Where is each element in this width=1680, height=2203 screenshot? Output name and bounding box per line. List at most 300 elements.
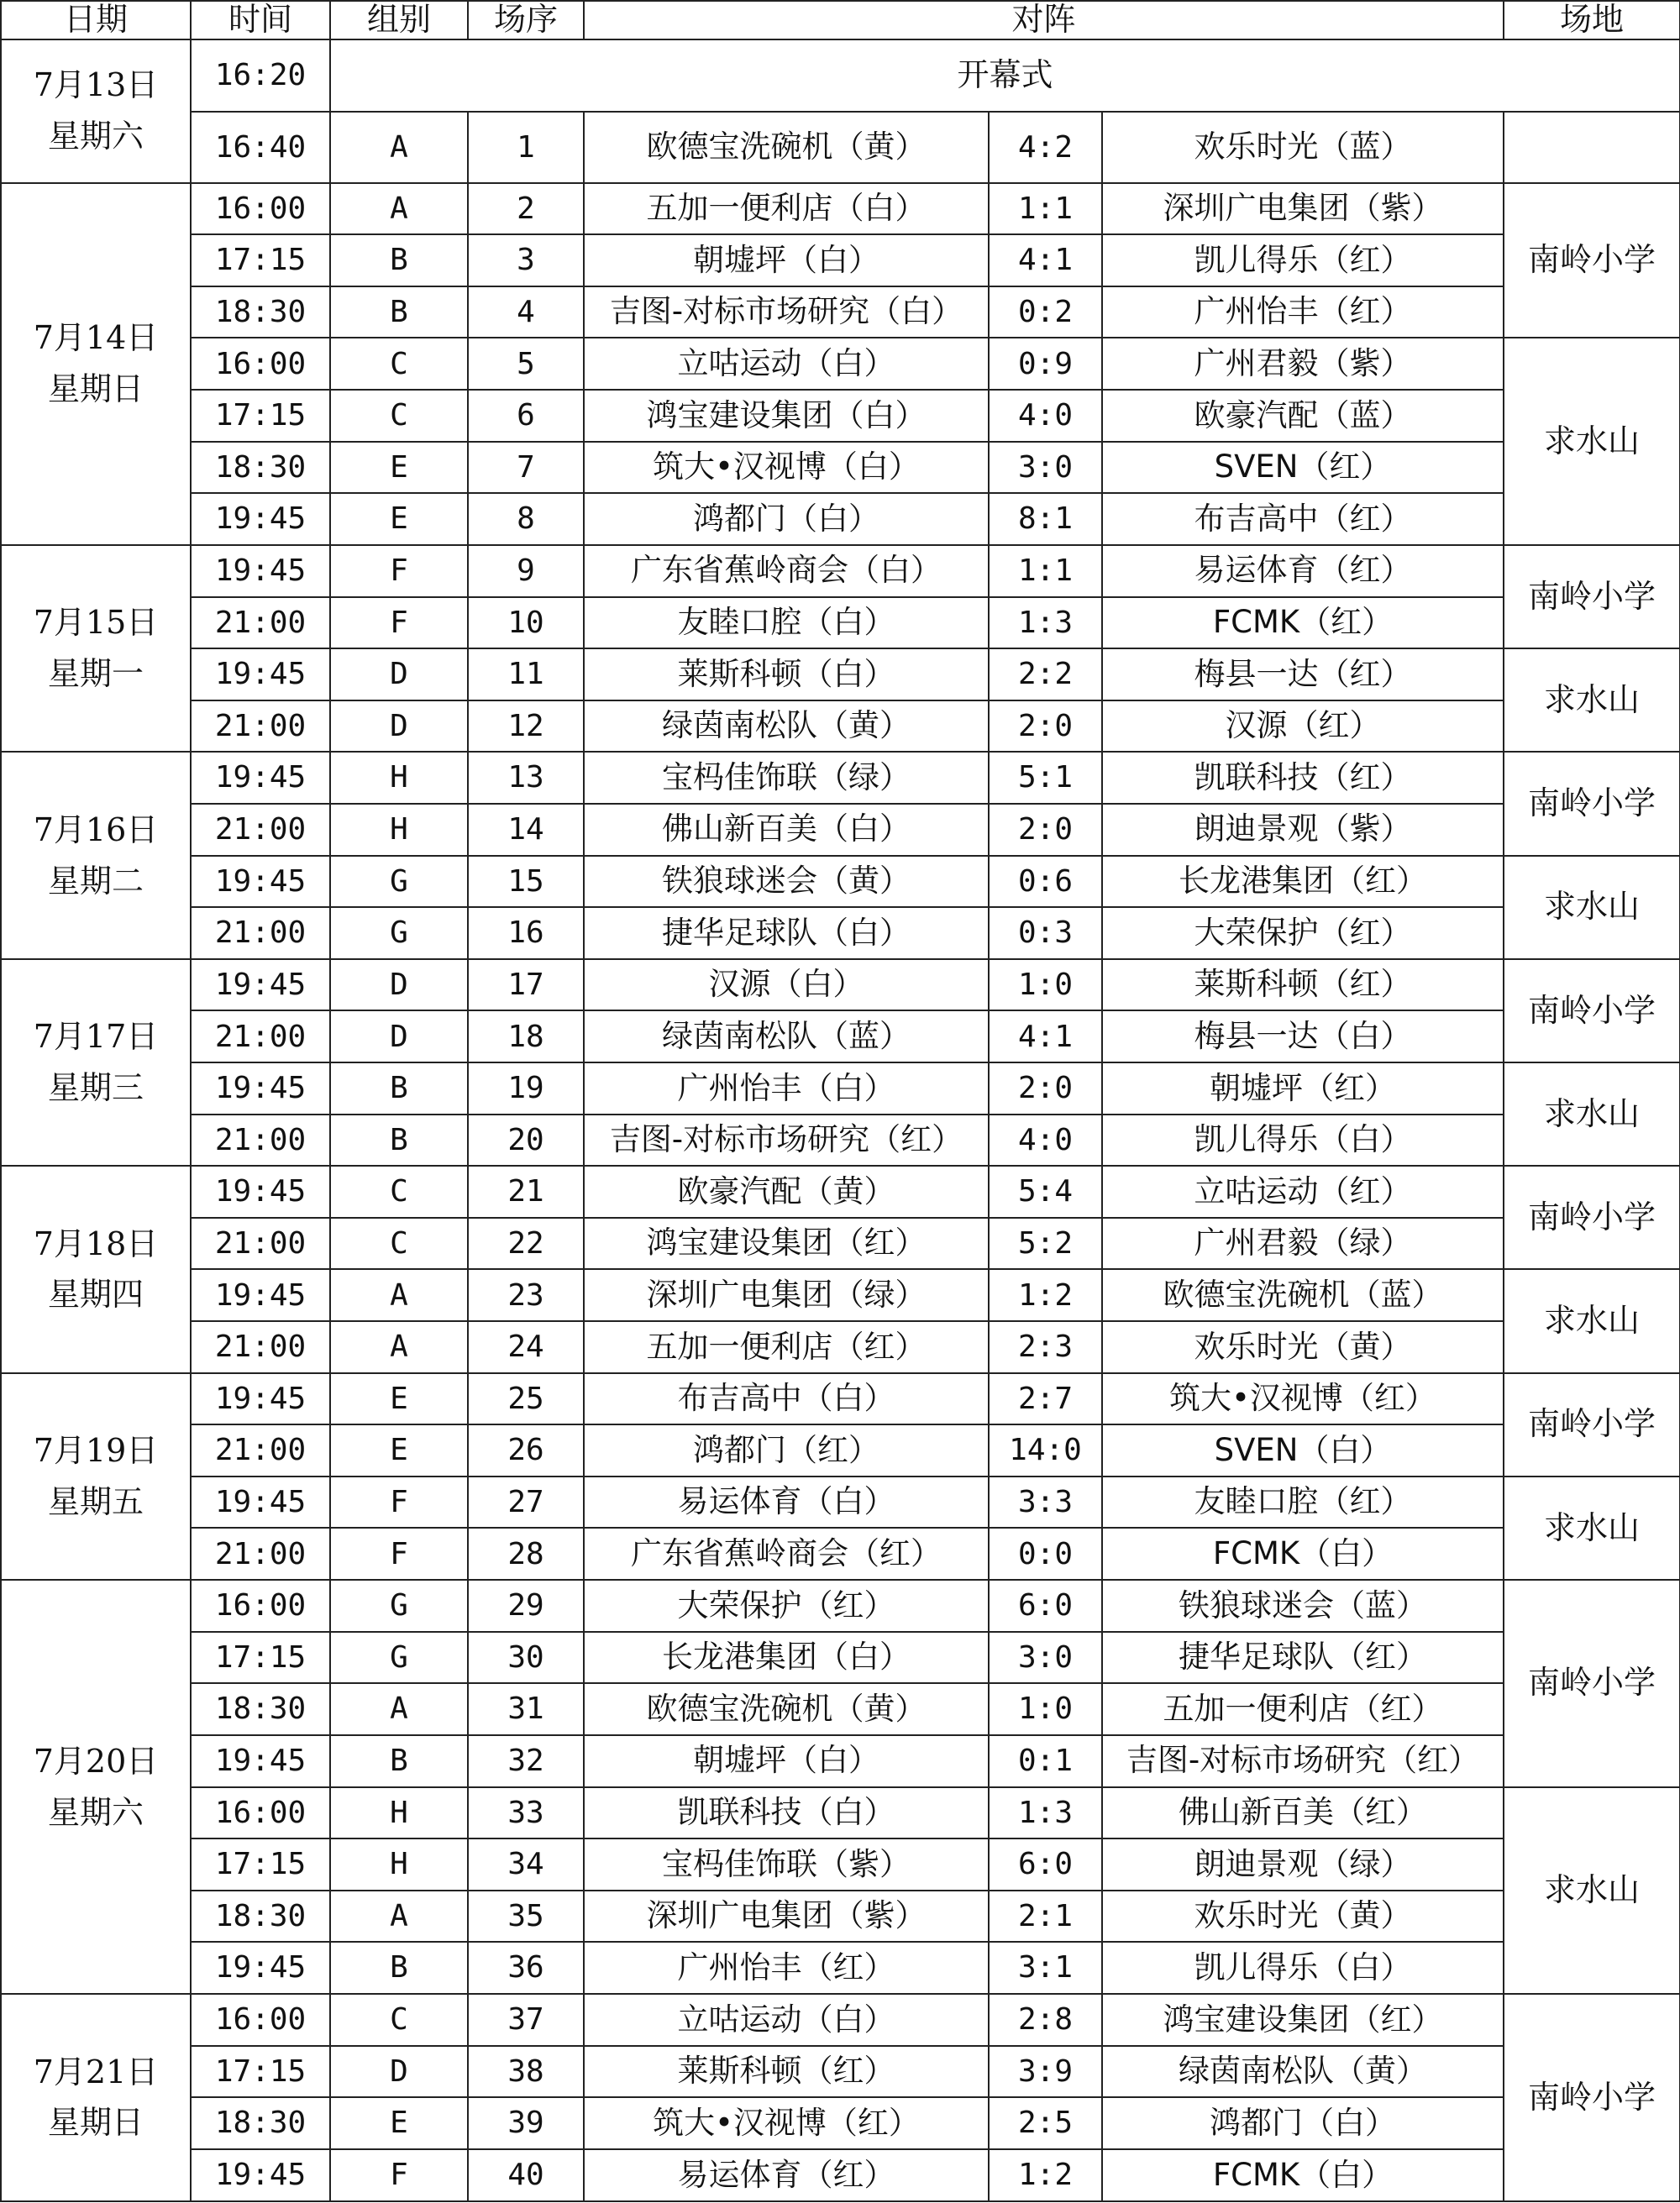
home-team-cell: 莱斯科顿（白） [584, 648, 989, 700]
home-team-cell: 五加一便利店（红） [584, 1321, 989, 1373]
time-cell: 18:30 [191, 1683, 330, 1735]
score-cell: 0:6 [989, 856, 1102, 908]
opening-ceremony-row [1, 39, 1680, 113]
time-cell: 19:45 [191, 752, 330, 804]
home-team-cell: 易运体育（白） [584, 1477, 989, 1529]
time-cell: 16:40 [191, 112, 330, 182]
match-number-cell: 40 [468, 2149, 584, 2201]
weekday-text: 星期一 [47, 655, 144, 693]
match-number-cell: 19 [468, 1062, 584, 1115]
away-team-cell: 欢乐时光（黄） [1102, 1321, 1504, 1373]
score-cell: 8:1 [989, 493, 1102, 545]
home-team-cell: 深圳广电集团（紫） [584, 1891, 989, 1943]
group-cell: E [330, 493, 468, 545]
date-text: 7月18日 [33, 1225, 159, 1262]
home-team-cell: 大荣保护（红） [584, 1580, 989, 1632]
match-number-cell: 37 [468, 1994, 584, 2046]
group-cell: G [330, 1580, 468, 1632]
group-cell: H [330, 1787, 468, 1839]
match-number-cell: 39 [468, 2097, 584, 2149]
away-team-cell: 莱斯科顿（红） [1102, 959, 1504, 1011]
home-team-cell: 五加一便利店（白） [584, 183, 989, 235]
group-cell: D [330, 648, 468, 700]
weekday-text: 星期六 [47, 1793, 144, 1831]
score-cell: 6:0 [989, 1838, 1102, 1891]
table-row [1, 1269, 1680, 1321]
score-cell: 3:9 [989, 2046, 1102, 2098]
time-cell: 19:45 [191, 1062, 330, 1115]
match-number-cell: 16 [468, 907, 584, 959]
home-team-cell: 吉图-对标市场研究（红） [584, 1115, 989, 1167]
score-cell: 1:1 [989, 183, 1102, 235]
away-team-cell: 五加一便利店（红） [1102, 1683, 1504, 1735]
group-cell: H [330, 752, 468, 804]
group-cell: C [330, 338, 468, 390]
opening-ceremony-cell: 开幕式 [330, 39, 1680, 113]
header-fixture: 对阵 [584, 1, 1504, 39]
match-number-cell: 34 [468, 1838, 584, 1891]
header-venue: 场地 [1504, 1, 1680, 39]
away-team-cell: 捷华足球队（红） [1102, 1632, 1504, 1684]
score-cell: 5:4 [989, 1166, 1102, 1218]
away-team-cell: 凯儿得乐（红） [1102, 234, 1504, 286]
weekday-text: 星期六 [47, 118, 144, 155]
away-team-cell: 广州君毅（绿） [1102, 1218, 1504, 1270]
venue-cell: 南岭小学 [1504, 1166, 1680, 1269]
table-row [1, 597, 1680, 649]
score-cell: 4:0 [989, 390, 1102, 442]
score-cell: 0:9 [989, 338, 1102, 390]
home-team-cell: 凯联科技（白） [584, 1787, 989, 1839]
score-cell: 2:0 [989, 1062, 1102, 1115]
header-match-no: 场序 [468, 1, 584, 39]
table-row [1, 856, 1680, 908]
score-cell: 0:0 [989, 1528, 1102, 1580]
group-cell: G [330, 856, 468, 908]
group-cell: F [330, 545, 468, 597]
date-cell [1, 1580, 191, 1994]
match-number-cell: 23 [468, 1269, 584, 1321]
score-cell: 0:3 [989, 907, 1102, 959]
home-team-cell: 宝杩佳饰联（绿） [584, 752, 989, 804]
home-team-cell: 易运体育（红） [584, 2149, 989, 2201]
away-team-cell: SVEN（红） [1102, 442, 1504, 494]
venue-cell: 求水山 [1504, 648, 1680, 752]
group-cell: F [330, 1477, 468, 1529]
venue-cell: 求水山 [1504, 1269, 1680, 1372]
venue-cell: 求水山 [1504, 856, 1680, 959]
match-number-cell: 36 [468, 1942, 584, 1994]
match-number-cell: 18 [468, 1010, 584, 1062]
table-row [1, 700, 1680, 753]
header-row [1, 1, 1680, 39]
score-cell: 1:3 [989, 1787, 1102, 1839]
weekday-text: 星期四 [47, 1276, 144, 1314]
time-cell: 19:45 [191, 648, 330, 700]
home-team-cell: 广州怡丰（白） [584, 1062, 989, 1115]
table-row [1, 442, 1680, 494]
date-text: 7月21日 [33, 2053, 159, 2090]
home-team-cell: 布吉高中（白） [584, 1373, 989, 1425]
date-cell [1, 1166, 191, 1372]
time-cell: 16:00 [191, 183, 330, 235]
date-cell [1, 752, 191, 958]
away-team-cell: 筑大•汉视博（红） [1102, 1373, 1504, 1425]
group-cell: B [330, 234, 468, 286]
home-team-cell: 广东省蕉岭商会（红） [584, 1528, 989, 1580]
score-cell: 1:1 [989, 545, 1102, 597]
date-text: 7月16日 [33, 810, 159, 848]
away-team-cell: 佛山新百美（红） [1102, 1787, 1504, 1839]
match-number-cell: 27 [468, 1477, 584, 1529]
time-cell: 17:15 [191, 390, 330, 442]
time-cell: 21:00 [191, 1115, 330, 1167]
score-cell: 5:2 [989, 1218, 1102, 1270]
time-cell: 16:00 [191, 338, 330, 390]
away-team-cell: 凯儿得乐（白） [1102, 1115, 1504, 1167]
time-cell: 19:45 [191, 856, 330, 908]
venue-cell: 求水山 [1504, 1477, 1680, 1580]
home-team-cell: 广东省蕉岭商会（白） [584, 545, 989, 597]
away-team-cell: 吉图-对标市场研究（红） [1102, 1735, 1504, 1787]
table-row [1, 1580, 1680, 1632]
match-number-cell: 17 [468, 959, 584, 1011]
match-number-cell: 2 [468, 183, 584, 235]
home-team-cell: 深圳广电集团（绿） [584, 1269, 989, 1321]
score-cell: 1:2 [989, 2149, 1102, 2201]
group-cell: G [330, 907, 468, 959]
weekday-text: 星期二 [47, 862, 144, 900]
score-cell: 1:0 [989, 959, 1102, 1011]
score-cell: 3:0 [989, 442, 1102, 494]
away-team-cell: 梅县一达（白） [1102, 1010, 1504, 1062]
date-cell [1, 1994, 191, 2201]
table-row [1, 112, 1680, 182]
time-cell: 21:00 [191, 1218, 330, 1270]
away-team-cell: 鸿宝建设集团（红） [1102, 1994, 1504, 2046]
time-cell: 21:00 [191, 1424, 330, 1477]
table-row [1, 545, 1680, 597]
venue-cell: 南岭小学 [1504, 1373, 1680, 1477]
schedule-body [1, 39, 1680, 2201]
group-cell: B [330, 1942, 468, 1994]
home-team-cell: 朝墟坪（白） [584, 234, 989, 286]
venue-cell: 南岭小学 [1504, 959, 1680, 1062]
venue-cell: 南岭小学 [1504, 183, 1680, 338]
group-cell: H [330, 1838, 468, 1891]
table-row [1, 1010, 1680, 1062]
time-cell: 18:30 [191, 442, 330, 494]
table-row [1, 648, 1680, 700]
time-cell: 21:00 [191, 804, 330, 856]
group-cell: A [330, 1321, 468, 1373]
time-cell: 19:45 [191, 959, 330, 1011]
home-team-cell: 莱斯科顿（红） [584, 2046, 989, 2098]
away-team-cell: 广州怡丰（红） [1102, 286, 1504, 338]
table-row [1, 2097, 1680, 2149]
time-cell: 21:00 [191, 1010, 330, 1062]
match-number-cell: 31 [468, 1683, 584, 1735]
away-team-cell: SVEN（白） [1102, 1424, 1504, 1477]
home-team-cell: 鸿都门（红） [584, 1424, 989, 1477]
match-number-cell: 35 [468, 1891, 584, 1943]
venue-cell: 求水山 [1504, 1787, 1680, 1994]
time-cell: 21:00 [191, 1321, 330, 1373]
score-cell: 5:1 [989, 752, 1102, 804]
home-team-cell: 广州怡丰（红） [584, 1942, 989, 1994]
home-team-cell: 铁狼球迷会（黄） [584, 856, 989, 908]
home-team-cell: 鸿都门（白） [584, 493, 989, 545]
home-team-cell: 宝杩佳饰联（紫） [584, 1838, 989, 1891]
away-team-cell: FCMK（红） [1102, 597, 1504, 649]
table-row [1, 1321, 1680, 1373]
score-cell: 2:8 [989, 1994, 1102, 2046]
score-cell: 2:2 [989, 648, 1102, 700]
header-date: 日期 [1, 1, 191, 39]
group-cell: D [330, 1010, 468, 1062]
score-cell: 2:1 [989, 1891, 1102, 1943]
match-number-cell: 1 [468, 112, 584, 182]
match-number-cell: 22 [468, 1218, 584, 1270]
weekday-text: 星期日 [47, 2104, 144, 2142]
time-cell: 19:45 [191, 1735, 330, 1787]
away-team-cell: 欧豪汽配（蓝） [1102, 390, 1504, 442]
date-cell [1, 545, 191, 752]
away-team-cell: 大荣保护（红） [1102, 907, 1504, 959]
away-team-cell: 鸿都门（白） [1102, 2097, 1504, 2149]
group-cell: E [330, 442, 468, 494]
home-team-cell: 立咕运动（白） [584, 338, 989, 390]
score-cell: 3:3 [989, 1477, 1102, 1529]
time-cell: 16:00 [191, 1787, 330, 1839]
home-team-cell: 欧德宝洗碗机（黄） [584, 1683, 989, 1735]
table-row [1, 234, 1680, 286]
venue-cell: 求水山 [1504, 1062, 1680, 1166]
table-row [1, 1477, 1680, 1529]
time-cell: 21:00 [191, 907, 330, 959]
match-number-cell: 20 [468, 1115, 584, 1167]
match-number-cell: 38 [468, 2046, 584, 2098]
away-team-cell: 深圳广电集团（紫） [1102, 183, 1504, 235]
group-cell: A [330, 1269, 468, 1321]
score-cell: 2:5 [989, 2097, 1102, 2149]
table-row [1, 1891, 1680, 1943]
table-row [1, 907, 1680, 959]
match-number-cell: 33 [468, 1787, 584, 1839]
group-cell: E [330, 1373, 468, 1425]
home-team-cell: 绿茵南松队（蓝） [584, 1010, 989, 1062]
score-cell: 3:0 [989, 1632, 1102, 1684]
group-cell: C [330, 390, 468, 442]
home-team-cell: 欧德宝洗碗机（黄） [584, 112, 989, 182]
group-cell: F [330, 597, 468, 649]
time-cell: 18:30 [191, 286, 330, 338]
match-number-cell: 8 [468, 493, 584, 545]
weekday-text: 星期三 [47, 1069, 144, 1106]
home-team-cell: 鸿宝建设集团（白） [584, 390, 989, 442]
away-team-cell: 朝墟坪（红） [1102, 1062, 1504, 1115]
away-team-cell: FCMK（白） [1102, 1528, 1504, 1580]
score-cell: 14:0 [989, 1424, 1102, 1477]
time-cell: 19:45 [191, 1166, 330, 1218]
score-cell: 2:0 [989, 700, 1102, 753]
table-row [1, 1062, 1680, 1115]
match-number-cell: 25 [468, 1373, 584, 1425]
date-text: 7月13日 [33, 66, 159, 104]
away-team-cell: 绿茵南松队（黄） [1102, 2046, 1504, 2098]
away-team-cell: 欢乐时光（蓝） [1102, 112, 1504, 182]
time-cell: 17:15 [191, 1632, 330, 1684]
away-team-cell: 欧德宝洗碗机（蓝） [1102, 1269, 1504, 1321]
table-row [1, 1838, 1680, 1891]
score-cell: 1:2 [989, 1269, 1102, 1321]
match-number-cell: 10 [468, 597, 584, 649]
away-team-cell: 易运体育（红） [1102, 545, 1504, 597]
table-row [1, 959, 1680, 1011]
table-row [1, 1528, 1680, 1580]
date-text: 7月17日 [33, 1018, 159, 1056]
match-number-cell: 5 [468, 338, 584, 390]
away-team-cell: 布吉高中（红） [1102, 493, 1504, 545]
group-cell: H [330, 804, 468, 856]
match-number-cell: 21 [468, 1166, 584, 1218]
time-cell: 16:00 [191, 1994, 330, 2046]
score-cell: 3:1 [989, 1942, 1102, 1994]
home-team-cell: 朝墟坪（白） [584, 1735, 989, 1787]
away-team-cell: 凯儿得乐（白） [1102, 1942, 1504, 1994]
away-team-cell: 长龙港集团（红） [1102, 856, 1504, 908]
group-cell: F [330, 2149, 468, 2201]
group-cell: B [330, 1062, 468, 1115]
time-cell: 19:45 [191, 1477, 330, 1529]
match-number-cell: 26 [468, 1424, 584, 1477]
weekday-text: 星期五 [47, 1482, 144, 1520]
table-row [1, 2046, 1680, 2098]
home-team-cell: 筑大•汉视博（白） [584, 442, 989, 494]
time-cell: 16:00 [191, 1580, 330, 1632]
date-text: 7月20日 [33, 1742, 159, 1780]
home-team-cell: 吉图-对标市场研究（白） [584, 286, 989, 338]
score-cell: 1:0 [989, 1683, 1102, 1735]
home-team-cell: 汉源（白） [584, 959, 989, 1011]
match-number-cell: 3 [468, 234, 584, 286]
time-cell: 19:45 [191, 1269, 330, 1321]
table-row [1, 1218, 1680, 1270]
home-team-cell: 欧豪汽配（黄） [584, 1166, 989, 1218]
away-team-cell: 铁狼球迷会（蓝） [1102, 1580, 1504, 1632]
table-row [1, 1373, 1680, 1425]
date-cell [1, 39, 191, 183]
venue-cell: 南岭小学 [1504, 545, 1680, 648]
table-row [1, 286, 1680, 338]
home-team-cell: 佛山新百美（白） [584, 804, 989, 856]
date-cell [1, 183, 191, 545]
home-team-cell: 鸿宝建设集团（红） [584, 1218, 989, 1270]
score-cell: 2:7 [989, 1373, 1102, 1425]
match-number-cell: 13 [468, 752, 584, 804]
table-row [1, 804, 1680, 856]
home-team-cell: 友睦口腔（白） [584, 597, 989, 649]
time-cell: 19:45 [191, 1942, 330, 1994]
time-cell: 18:30 [191, 2097, 330, 2149]
match-number-cell: 30 [468, 1632, 584, 1684]
group-cell: D [330, 2046, 468, 2098]
weekday-text: 星期日 [47, 370, 144, 408]
away-team-cell: 梅县一达（红） [1102, 648, 1504, 700]
table-row [1, 1424, 1680, 1477]
away-team-cell: 欢乐时光（黄） [1102, 1891, 1504, 1943]
header-time: 时间 [191, 1, 330, 39]
score-cell: 6:0 [989, 1580, 1102, 1632]
date-cell [1, 959, 191, 1166]
time-cell: 19:45 [191, 493, 330, 545]
table-row [1, 183, 1680, 235]
away-team-cell: FCMK（白） [1102, 2149, 1504, 2201]
table-row [1, 1115, 1680, 1167]
group-cell: B [330, 1735, 468, 1787]
score-cell: 2:0 [989, 804, 1102, 856]
time-cell: 17:15 [191, 2046, 330, 2098]
group-cell: B [330, 1115, 468, 1167]
match-number-cell: 4 [468, 286, 584, 338]
table-row [1, 1787, 1680, 1839]
score-cell: 0:2 [989, 286, 1102, 338]
time-cell: 16:20 [191, 39, 330, 113]
group-cell: D [330, 700, 468, 753]
table-row [1, 2149, 1680, 2201]
match-number-cell: 29 [468, 1580, 584, 1632]
match-number-cell: 15 [468, 856, 584, 908]
home-team-cell: 筑大•汉视博（红） [584, 2097, 989, 2149]
group-cell: D [330, 959, 468, 1011]
match-number-cell: 6 [468, 390, 584, 442]
table-row [1, 752, 1680, 804]
group-cell: A [330, 112, 468, 182]
score-cell: 4:1 [989, 234, 1102, 286]
match-number-cell: 32 [468, 1735, 584, 1787]
away-team-cell: 汉源（红） [1102, 700, 1504, 753]
table-row [1, 1632, 1680, 1684]
match-number-cell: 9 [468, 545, 584, 597]
away-team-cell: 朗迪景观（紫） [1102, 804, 1504, 856]
time-cell: 21:00 [191, 597, 330, 649]
group-cell: A [330, 183, 468, 235]
home-team-cell: 绿茵南松队（黄） [584, 700, 989, 753]
match-number-cell: 14 [468, 804, 584, 856]
group-cell: F [330, 1528, 468, 1580]
time-cell: 19:45 [191, 1373, 330, 1425]
date-text: 7月14日 [33, 319, 159, 357]
match-number-cell: 24 [468, 1321, 584, 1373]
table-row [1, 1994, 1680, 2046]
score-cell: 0:1 [989, 1735, 1102, 1787]
venue-cell: 南岭小学 [1504, 1994, 1680, 2201]
table-row [1, 1683, 1680, 1735]
away-team-cell: 立咕运动（红） [1102, 1166, 1504, 1218]
header-group: 组别 [330, 1, 468, 39]
time-cell: 17:15 [191, 1838, 330, 1891]
group-cell: E [330, 1424, 468, 1477]
time-cell: 21:00 [191, 700, 330, 753]
group-cell: E [330, 2097, 468, 2149]
date-text: 7月19日 [33, 1432, 159, 1470]
time-cell: 17:15 [191, 234, 330, 286]
time-cell: 18:30 [191, 1891, 330, 1943]
match-number-cell: 11 [468, 648, 584, 700]
away-team-cell: 朗迪景观（绿） [1102, 1838, 1504, 1891]
away-team-cell: 友睦口腔（红） [1102, 1477, 1504, 1529]
home-team-cell: 长龙港集团（白） [584, 1632, 989, 1684]
